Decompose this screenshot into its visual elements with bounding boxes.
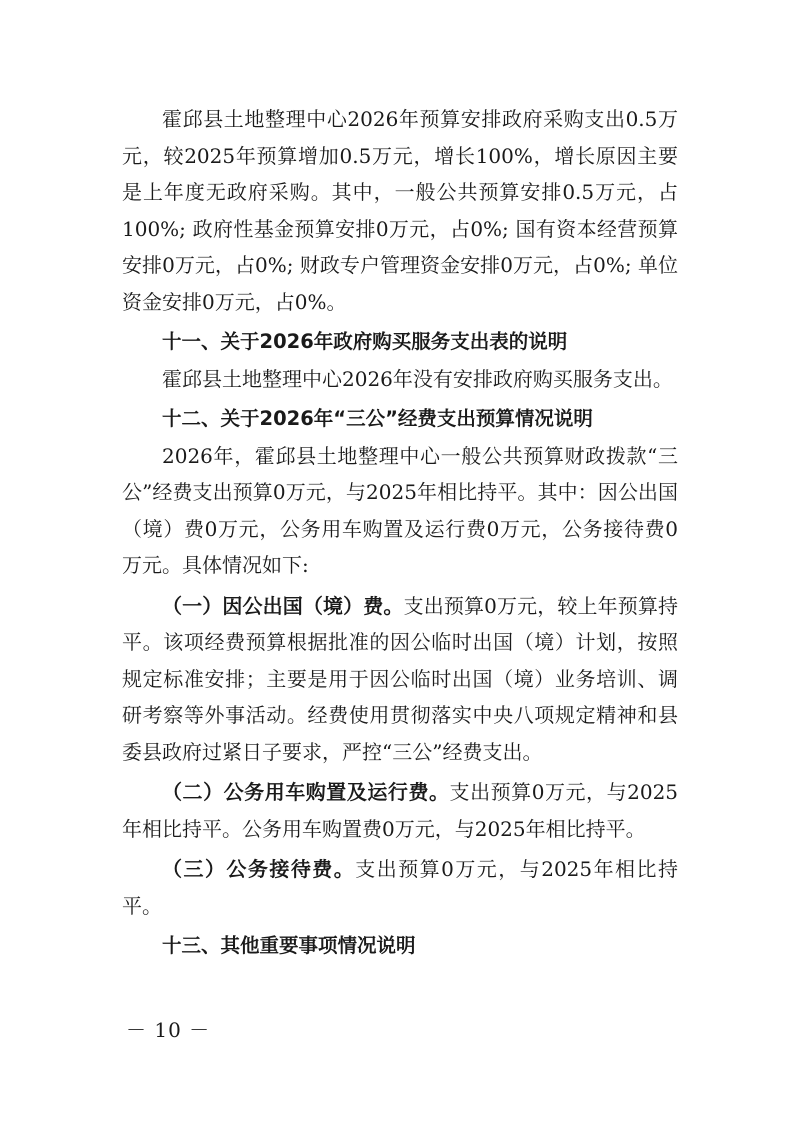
three-public-expenses-paragraph: 2026年，霍邱县土地整理中心一般公共预算财政拨款“三公”经费支出预算0万元，与2025年相比持平。其中：因公出国（境）费0万元，公务用车购置及运行费0万元，公务接待费0万元。具体情况如下:	[122, 443, 678, 577]
page-number: － 10 －	[126, 1018, 211, 1042]
service-purchase-paragraph: 霍邱县土地整理中心2026年没有安排政府购买服务支出。	[162, 366, 673, 391]
section-heading-11: 十一、关于2026年政府购买服务支出表的说明	[162, 330, 568, 353]
overseas-travel-lead: （一）因公出国（境）费。	[162, 593, 404, 618]
document-body	[122, 101, 678, 965]
official-vehicle-body: 支出预算0万元，与2025年相比持平。公务用车购置费0万元，与2025年相比持平。	[122, 780, 679, 841]
official-reception-paragraph	[122, 851, 678, 924]
official-vehicle-paragraph	[122, 774, 678, 847]
section-heading-13: 十三、其他重要事项情况说明	[162, 934, 416, 957]
overseas-travel-body: 支出预算0万元，较上年预算持平。该项经费预算根据批准的因公临时出国（境）计划，按照规定标准安排；主要是用于因公临时出国（境）业务培训、调研考察等外事活动。经费使用贯彻落实中央八项规定精神和县委县政府过紧日子要求，严控“三公”经费支出。	[122, 593, 679, 764]
procurement-paragraph: 霍邱县土地整理中心2026年预算安排政府采购支出0.5万元，较2025年预算增加0.5万元，增长100%，增长原因主要是上年度无政府采购。其中，一般公共预算安排0.5万元，占100%; 政府性基金预算安排0万元，占0%; 国有资本经营预算安排0万元，占0%; 财政专户管理资金安排0万元，占0%; 单位资金安排0万元，占0%。	[122, 107, 678, 314]
official-vehicle-lead: （二）公务用车购置及运行费。	[162, 780, 450, 804]
overseas-travel-paragraph	[122, 588, 678, 771]
official-reception-body: 支出预算0万元，与2025年相比持平。	[122, 857, 679, 918]
official-reception-lead: （三）公务接待费。	[162, 857, 356, 881]
section-heading-12: 十二、关于2026年“三公”经费支出预算情况说明	[162, 407, 593, 430]
